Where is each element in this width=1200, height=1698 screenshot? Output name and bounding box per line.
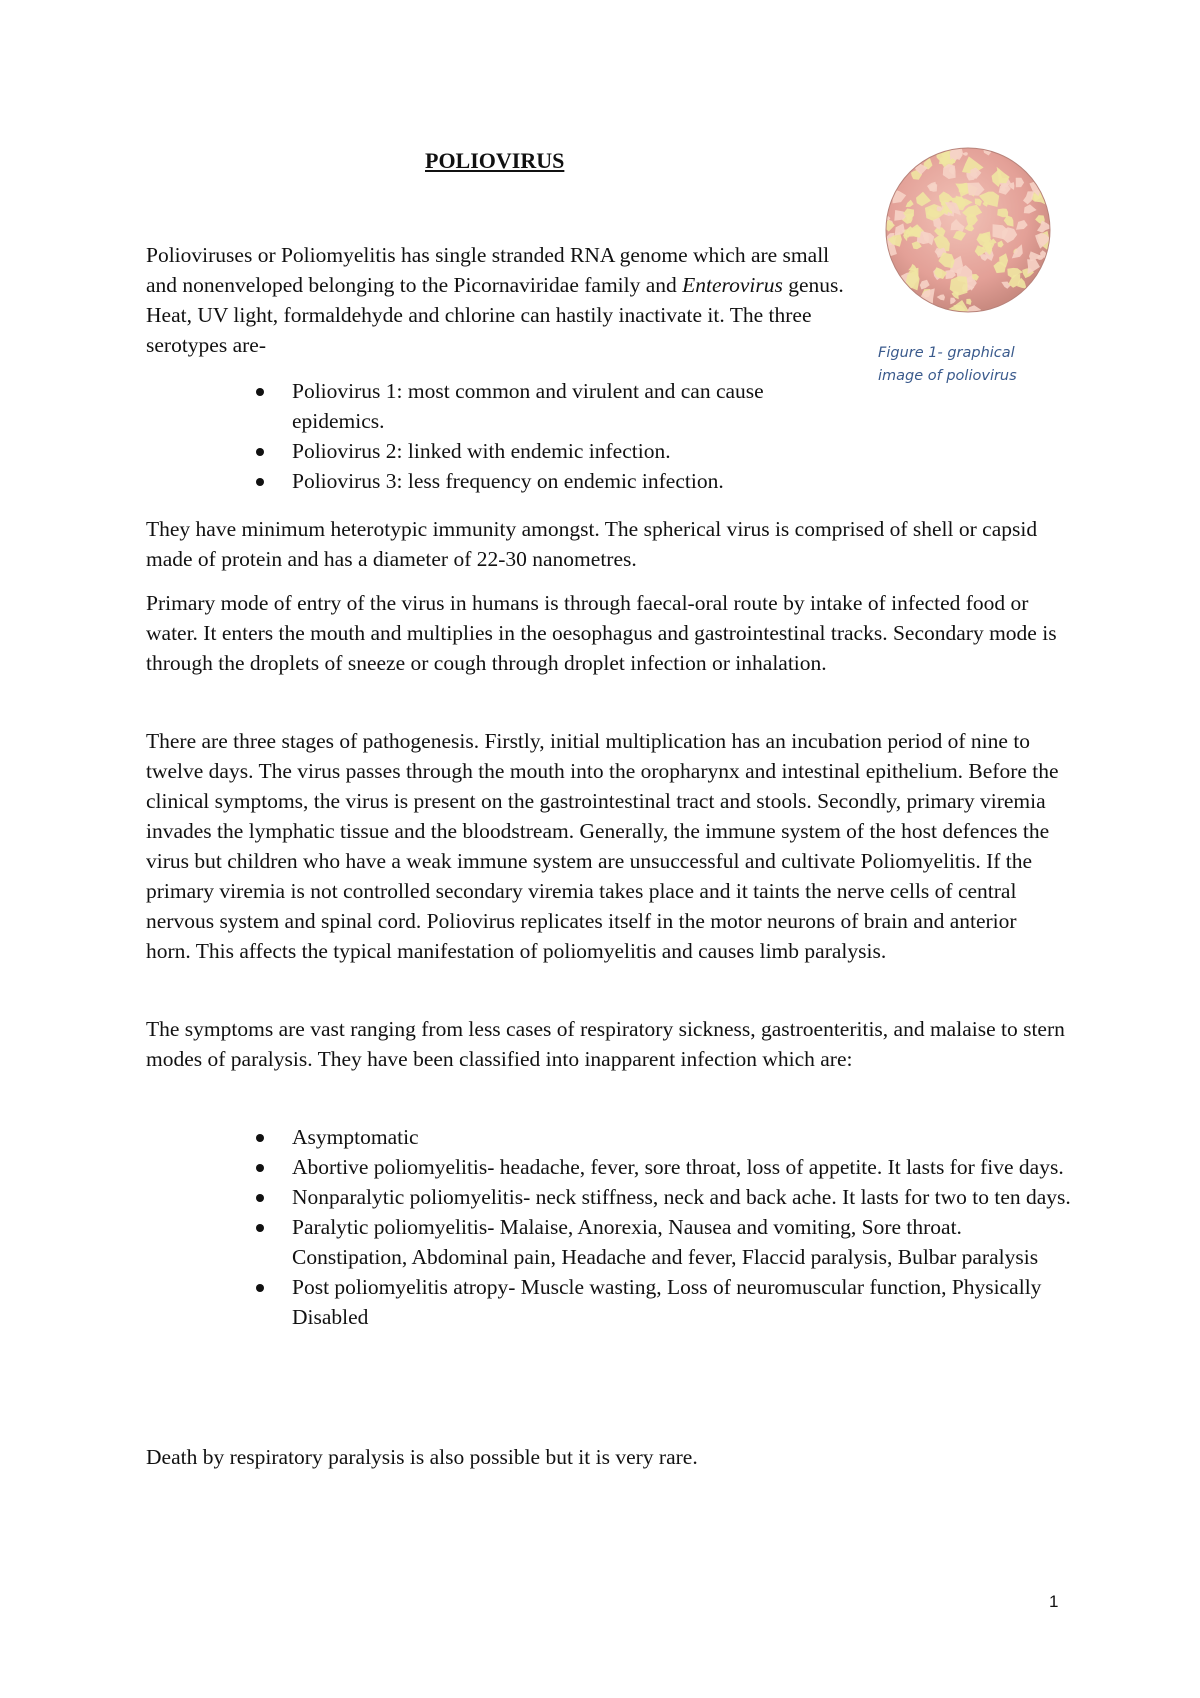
- paragraph-transmission: Primary mode of entry of the virus in humans is through faecal-oral route by intake of infected food or water. It enters the mouth and multiplies in the oesophagus and gastrointestinal tracks. Secondary mode is through the droplets of sneeze or cough through droplet infection or inhalation.: [146, 591, 1057, 675]
- list-item: [292, 376, 832, 436]
- poliovirus-image: [878, 140, 1058, 320]
- list-item: [292, 466, 832, 496]
- closing-paragraph: Death by respiratory paralysis is also possible but it is very rare.: [146, 1445, 698, 1469]
- intro-text-end: genus. Heat, UV light, formaldehyde and chlorine can hastily inactivate it. The three serotypes are-: [146, 273, 844, 357]
- list-item-text: Nonparalytic poliomyelitis- neck stiffness, neck and back ache. It lasts for two to ten days.: [292, 1185, 1071, 1209]
- figure: [870, 140, 1070, 388]
- bullet-icon: [256, 1194, 264, 1202]
- symptom-list: [292, 1122, 1072, 1332]
- bullet-icon: [256, 478, 264, 486]
- list-item: [292, 1122, 1072, 1152]
- list-item-text: Asymptomatic: [292, 1125, 419, 1149]
- list-item: [292, 1212, 1072, 1272]
- bullet-icon: [256, 1224, 264, 1232]
- paragraph-pathogenesis: There are three stages of pathogenesis. Firstly, initial multiplication has an incubation period of nine to twelve days. The virus passes through the mouth into the oropharynx and intestinal epithelium. Before the clinical symptoms, the virus is present on the gastrointestinal tract and stools. Secondly, primary viremia invades the lymphatic tissue and the bloodstream. Generally, the immune system of the host defences the virus but children who have a weak immune system are unsuccessful and cultivate Poliomyelitis. If the primary viremia is not controlled secondary viremia takes place and it taints the nerve cells of central nervous system and spinal cord. Poliovirus replicates itself in the motor neurons of brain and anterior horn. This affects the typical manifestation of poliomyelitis and causes limb paralysis.: [146, 729, 1059, 963]
- list-item: [292, 436, 832, 466]
- page-number: 1: [1049, 1592, 1059, 1611]
- bullet-icon: [256, 1164, 264, 1172]
- list-item-text: Abortive poliomyelitis- headache, fever, sore throat, loss of appetite. It lasts for five days.: [292, 1155, 1064, 1179]
- list-item: [292, 1182, 1072, 1212]
- list-item-text: Poliovirus 2: linked with endemic infection.: [292, 439, 671, 463]
- list-item-text: Post poliomyelitis atropy- Muscle wasting, Loss of neuromuscular function, Physically Disabled: [292, 1275, 1042, 1329]
- bullet-icon: [256, 1134, 264, 1142]
- intro-paragraph: [146, 240, 846, 360]
- bullet-icon: [256, 1284, 264, 1292]
- intro-text-start: Polioviruses or Poliomyelitis has single stranded RNA genome which are small and nonenveloped belonging to the Picornaviridae family and: [146, 243, 830, 297]
- list-item-text: Paralytic poliomyelitis- Malaise, Anorexia, Nausea and vomiting, Sore throat. Constipation, Abdominal pain, Headache and fever, Flaccid paralysis, Bulbar paralysis: [292, 1215, 1039, 1269]
- paragraph-symptoms: The symptoms are vast ranging from less cases of respiratory sickness, gastroenteritis, and malaise to stern modes of paralysis. They have been classified into inapparent infection which are:: [146, 1017, 1065, 1071]
- document-title: POLIOVIRUS: [425, 148, 565, 173]
- serotype-list: [292, 376, 832, 496]
- bullet-icon: [256, 448, 264, 456]
- list-item-text: Poliovirus 3: less frequency on endemic infection.: [292, 469, 724, 493]
- list-item: [292, 1272, 1072, 1332]
- list-item: [292, 1152, 1072, 1182]
- figure-caption: Figure 1- graphical image of poliovirus: [878, 345, 1017, 384]
- paragraph-capsid: They have minimum heterotypic immunity amongst. The spherical virus is comprised of shell or capsid made of protein and has a diameter of 22-30 nanometres.: [146, 517, 1038, 571]
- bullet-icon: [256, 388, 264, 396]
- list-item-text: Poliovirus 1: most common and virulent and can cause epidemics.: [292, 379, 764, 433]
- intro-italic-genus: Enterovirus: [682, 273, 783, 297]
